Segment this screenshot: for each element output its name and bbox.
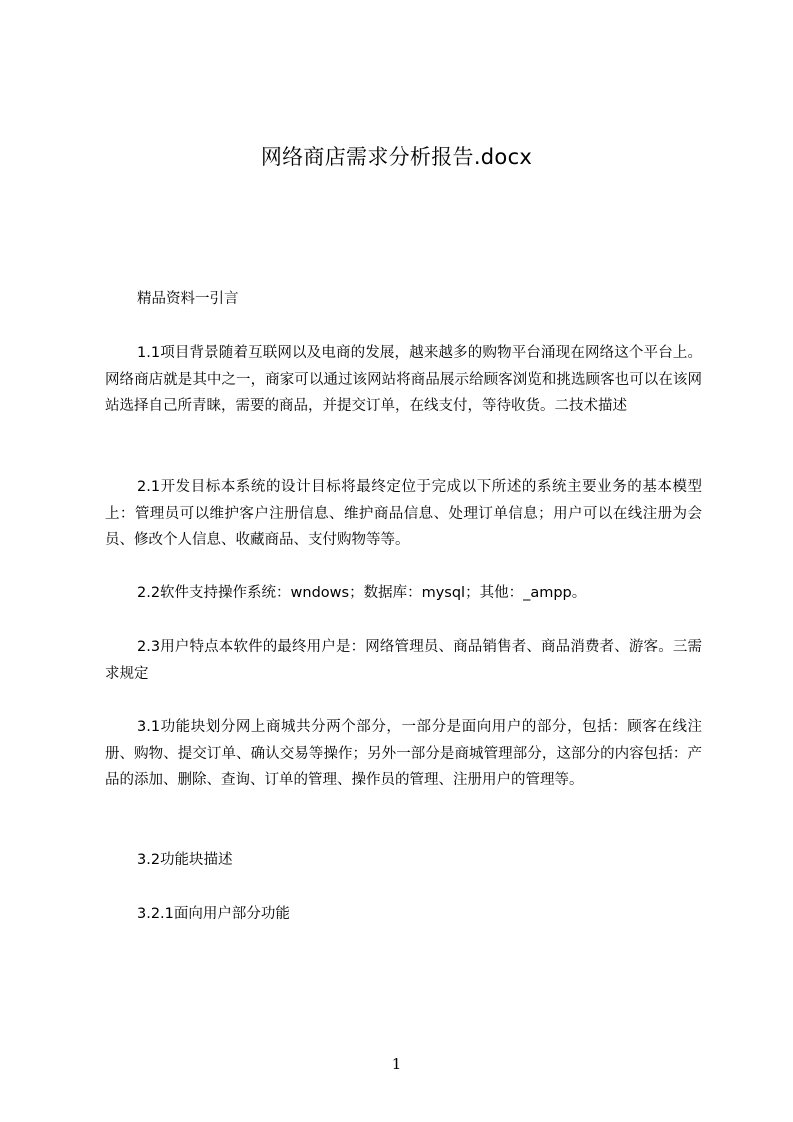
- paragraph-1-1: 1.1项目背景随着互联网以及电商的发展，越来越多的购物平台涌现在网络这个平台上。网络商店就是其中之一，商家可以通过该网站将商品展示给顾客浏览和挑选顾客也可以在该网站选择自己所青睐，需要的商品，并提交订单，在线支付，等待收货。二技术描述: [105, 345, 702, 414]
- paragraph-3-2-1: 3.2.1面向用户部分功能: [137, 906, 290, 922]
- page-number: 1: [391, 1055, 402, 1073]
- paragraph-intro: 精品资料一引言: [137, 291, 239, 307]
- paragraph-3-1: 3.1功能块划分网上商城共分两个部分，一部分是面向用户的部分，包括：顾客在线注册、购物、提交订单、确认交易等操作；另外一部分是商城管理部分，这部分的内容包括：产品的添加、删除、查询、订单的管理、操作员的管理、注册用户的管理等。: [105, 719, 702, 788]
- paragraph-2-2: 2.2软件支持操作系统：wndows；数据库：mysql；其他：_ampp。: [137, 585, 587, 601]
- paragraph-2-3: 2.3用户特点本软件的最终用户是：网络管理员、商品销售者、商品消费者、游客。三需求规定: [105, 639, 702, 682]
- paragraph-3-2: 3.2功能块描述: [137, 852, 233, 868]
- paragraph-2-1: 2.1开发目标本系统的设计目标将最终定位于完成以下所述的系统主要业务的基本模型上：管理员可以维护客户注册信息、维护商品信息、处理订单信息；用户可以在线注册为会员、修改个人信息、收藏商品、支付购物等等。: [105, 479, 702, 548]
- document-title: 网络商店需求分析报告.docx: [260, 145, 533, 169]
